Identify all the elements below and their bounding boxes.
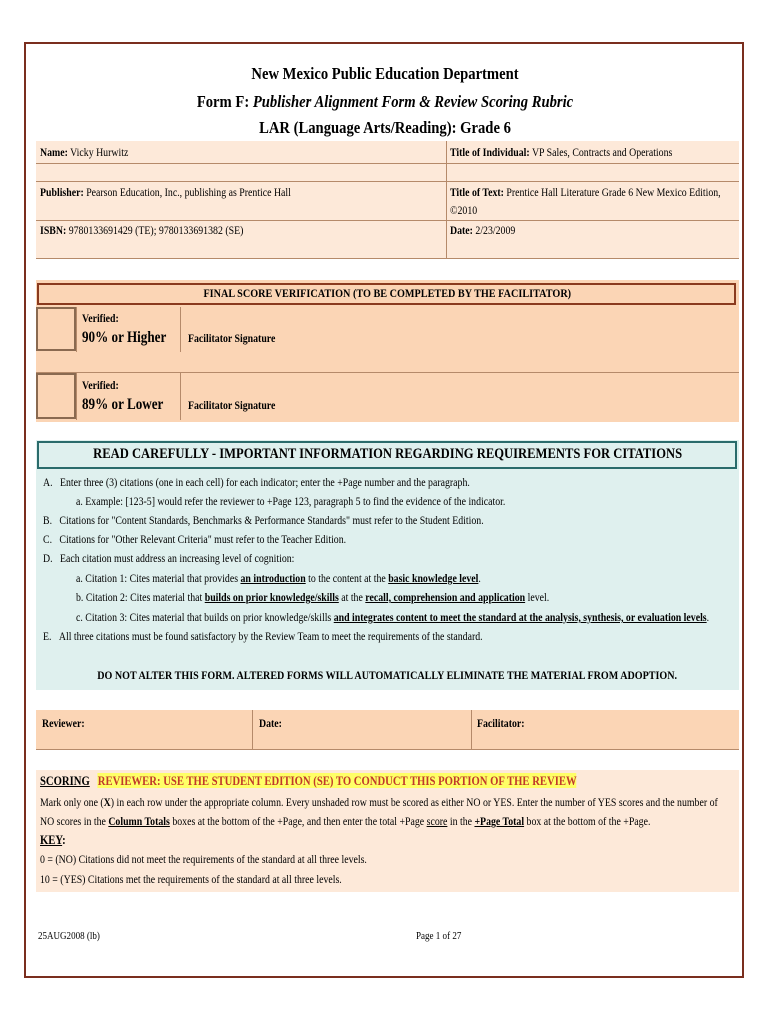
isbn-value: 9780133691429 (TE); 9780133691382 (SE): [68, 223, 244, 237]
title-field[interactable]: [450, 145, 721, 160]
citation-rule-a: A. Enter three (3) citations (one in each cell) for each indicator; enter the +Page number and the paragraph.: [43, 475, 470, 489]
publisher-field[interactable]: [40, 185, 346, 200]
text-title-value-line2: ©2010: [450, 203, 478, 217]
publisher-label: Publisher:: [40, 185, 84, 199]
department-title: New Mexico Public Education Department: [251, 64, 519, 83]
date-value: 2/23/2009: [475, 223, 516, 237]
verified-checkbox-90[interactable]: [36, 307, 76, 351]
subject-title: LAR (Language Arts/Reading): Grade 6: [259, 118, 511, 137]
form-title: [54, 92, 716, 112]
citation-rule-b: B. Citations for "Content Standards, Benchmarks & Performance Standards" must refer to the Student Edition.: [43, 513, 484, 527]
publisher-value: Pearson Education, Inc., publishing as Prentice Hall: [86, 185, 291, 199]
citation-rule-e: E. All three citations must be found satisfactory by the Review Team to meet the requirements of the standard.: [43, 629, 483, 643]
name-field[interactable]: [40, 145, 148, 160]
form-title-prefix: Form F:: [196, 92, 253, 111]
text-title-field[interactable]: [450, 185, 770, 200]
verified-checkbox-89[interactable]: [36, 373, 76, 419]
verified-label-89: Verified:: [82, 378, 119, 392]
facilitator-signature-90[interactable]: Facilitator Signature: [188, 331, 276, 345]
title-value: VP Sales, Contracts and Operations: [531, 145, 673, 159]
level-90-higher: 90% or Higher: [82, 329, 167, 346]
key-ten: 10 = (YES) Citations met the requirements of the standard at all three levels.: [40, 872, 342, 886]
date-field[interactable]: [450, 223, 530, 238]
facilitator-field[interactable]: Facilitator:: [477, 716, 525, 730]
verification-title: FINAL SCORE VERIFICATION (TO BE COMPLETED BY THE FACILITATOR): [203, 286, 572, 300]
date-label: Date:: [450, 223, 473, 237]
alteration-warning: DO NOT ALTER THIS FORM. ALTERED FORMS WILL AUTOMATICALLY ELIMINATE THE MATERIAL FROM ADOPTION.: [97, 668, 678, 682]
key-zero: 0 = (NO) Citations did not meet the requirements of the standard at all three levels.: [40, 852, 367, 866]
reviewer-row: [36, 710, 739, 750]
info-row-line: [36, 163, 739, 164]
info-divider: [446, 141, 447, 258]
citation-rule-a-example: a. Example: [123-5] would refer the reviewer to +Page 123, paragraph 5 to find the evidence of the indicator.: [76, 494, 506, 508]
reviewer-field[interactable]: Reviewer:: [42, 716, 85, 730]
info-row-line: [36, 220, 739, 221]
divider: [252, 710, 253, 750]
citations-title: READ CAREFULLY - IMPORTANT INFORMATION REGARDING REQUIREMENTS FOR CITATIONS: [92, 446, 682, 462]
name-label: Name:: [40, 145, 68, 159]
divider: [471, 710, 472, 750]
info-row-line: [36, 181, 739, 182]
footer-code: 25AUG2008 (lb): [38, 930, 100, 942]
scoring-header: [40, 773, 694, 789]
divider: [76, 307, 77, 352]
form-title-italic: Publisher Alignment Form & Review Scoring Rubric: [252, 92, 574, 111]
scoring-paragraph-line1: Mark only one (X) in each row under the appropriate column. Every unshaded row must be scored as either NO or YES. Enter the number of YES scores and the number of: [40, 795, 718, 809]
facilitator-signature-89[interactable]: Facilitator Signature: [188, 398, 276, 412]
key-label: KEY:: [40, 832, 66, 847]
scoring-label: SCORING: [40, 773, 90, 788]
review-date-field[interactable]: Date:: [259, 716, 282, 730]
text-title-value: Prentice Hall Literature Grade 6 New Mexico Edition,: [506, 185, 721, 199]
scoring-instruction: REVIEWER: USE THE STUDENT EDITION (SE) TO CONDUCT THIS PORTION OF THE REVIEW: [97, 773, 577, 788]
divider: [36, 372, 739, 373]
citation-rule-d-c: c. Citation 3: Cites material that builds on prior knowledge/skills and integrates content to meet the standard at the analysis, synthesis, or evaluation levels.: [76, 610, 710, 624]
divider: [76, 373, 77, 420]
scoring-paragraph-line2: NO scores in the Column Totals boxes at the bottom of the +Page, and then enter the total +Page score in the +Page Total box at the bottom of the +Page.: [40, 814, 651, 828]
isbn-label: ISBN:: [40, 223, 67, 237]
name-value: Vicky Hurwitz: [70, 145, 129, 159]
page-number: Page 1 of 27: [416, 930, 462, 942]
citation-rule-d: D. Each citation must address an increasing level of cognition:: [43, 551, 295, 565]
citation-rule-c: C. Citations for "Other Relevant Criteria" must refer to the Teacher Edition.: [43, 532, 347, 546]
title-label: Title of Individual:: [450, 145, 530, 159]
level-89-lower: 89% or Lower: [82, 396, 164, 413]
isbn-field[interactable]: [40, 223, 288, 238]
citation-rule-d-b: b. Citation 2: Cites material that builds on prior knowledge/skills at the recall, comprehension and application level.: [76, 590, 550, 604]
text-title-label: Title of Text:: [450, 185, 504, 199]
citation-rule-d-a: a. Citation 1: Cites material that provides an introduction to the content at the basic knowledge level.: [76, 571, 481, 585]
verified-label-90: Verified:: [82, 311, 119, 325]
